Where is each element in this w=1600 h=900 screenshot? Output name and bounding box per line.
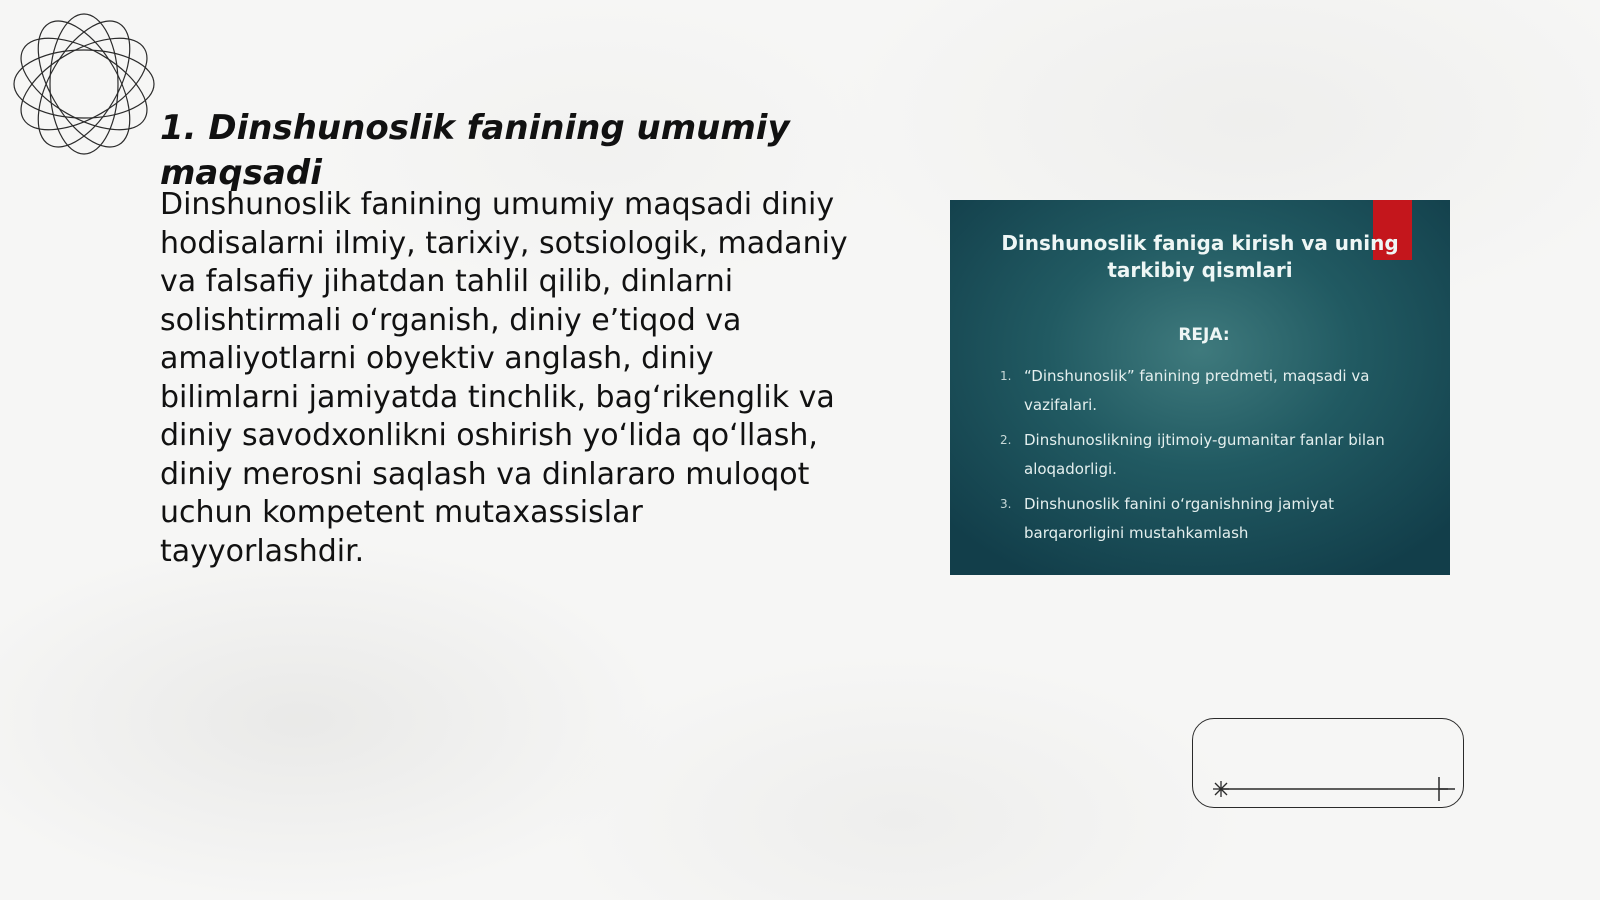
star-line-cross-icon	[1193, 719, 1465, 809]
interlocking-circles-icon	[10, 10, 158, 158]
embedded-slide-title: Dinshunoslik faniga kirish va uning tarkibiy qismlari	[1001, 231, 1399, 282]
footer-decoration-box	[1192, 718, 1464, 808]
slide-title: 1. Dinshunoslik fanining umumiy maqsadi	[160, 108, 790, 193]
list-item-number: 2.	[1000, 433, 1012, 447]
embedded-slide-image	[950, 200, 1450, 575]
list-item	[1000, 426, 1410, 484]
embedded-slide-heading: REJA:	[1178, 325, 1230, 345]
decor-ring	[14, 50, 154, 118]
decor-ring	[10, 20, 158, 149]
embedded-slide-list	[1000, 362, 1410, 554]
list-item-text: Dinshunoslik fanini o‘rganishning jamiyat barqarorligini mustahkamlash	[1024, 495, 1335, 542]
list-item-text: “Dinshunoslik” fanining predmeti, maqsadi va vazifalari.	[1024, 367, 1370, 414]
list-item	[1000, 490, 1410, 548]
decor-ring	[20, 10, 149, 158]
list-item-text: Dinshunoslikning ijtimoiy-gumanitar fanlar bilan aloqadorligi.	[1024, 431, 1385, 478]
body-text: Dinshunoslik fanining umumiy maqsadi diniy hodisalarni ilmiy, tarixiy, sotsiologik, madaniy va falsafiy jihatdan tahlil qilib, dinlarni solishtirmali o‘rganish, diniy e’tiqod va amaliyotlarni obyektiv anglash, diniy bilimlarni jamiyatda tinchlik, bag‘rikenglik va diniy savodxonlikni oshirish yo‘lida qo‘llash, diniy merosni saqlash va dinlararo muloqot uchun kompetent mutaxassislar tayyorlashdir.	[160, 187, 848, 569]
decor-ring	[50, 14, 118, 154]
list-item-number: 1.	[1000, 369, 1012, 383]
list-item-number: 3.	[1000, 497, 1012, 511]
list-item	[1000, 362, 1410, 420]
